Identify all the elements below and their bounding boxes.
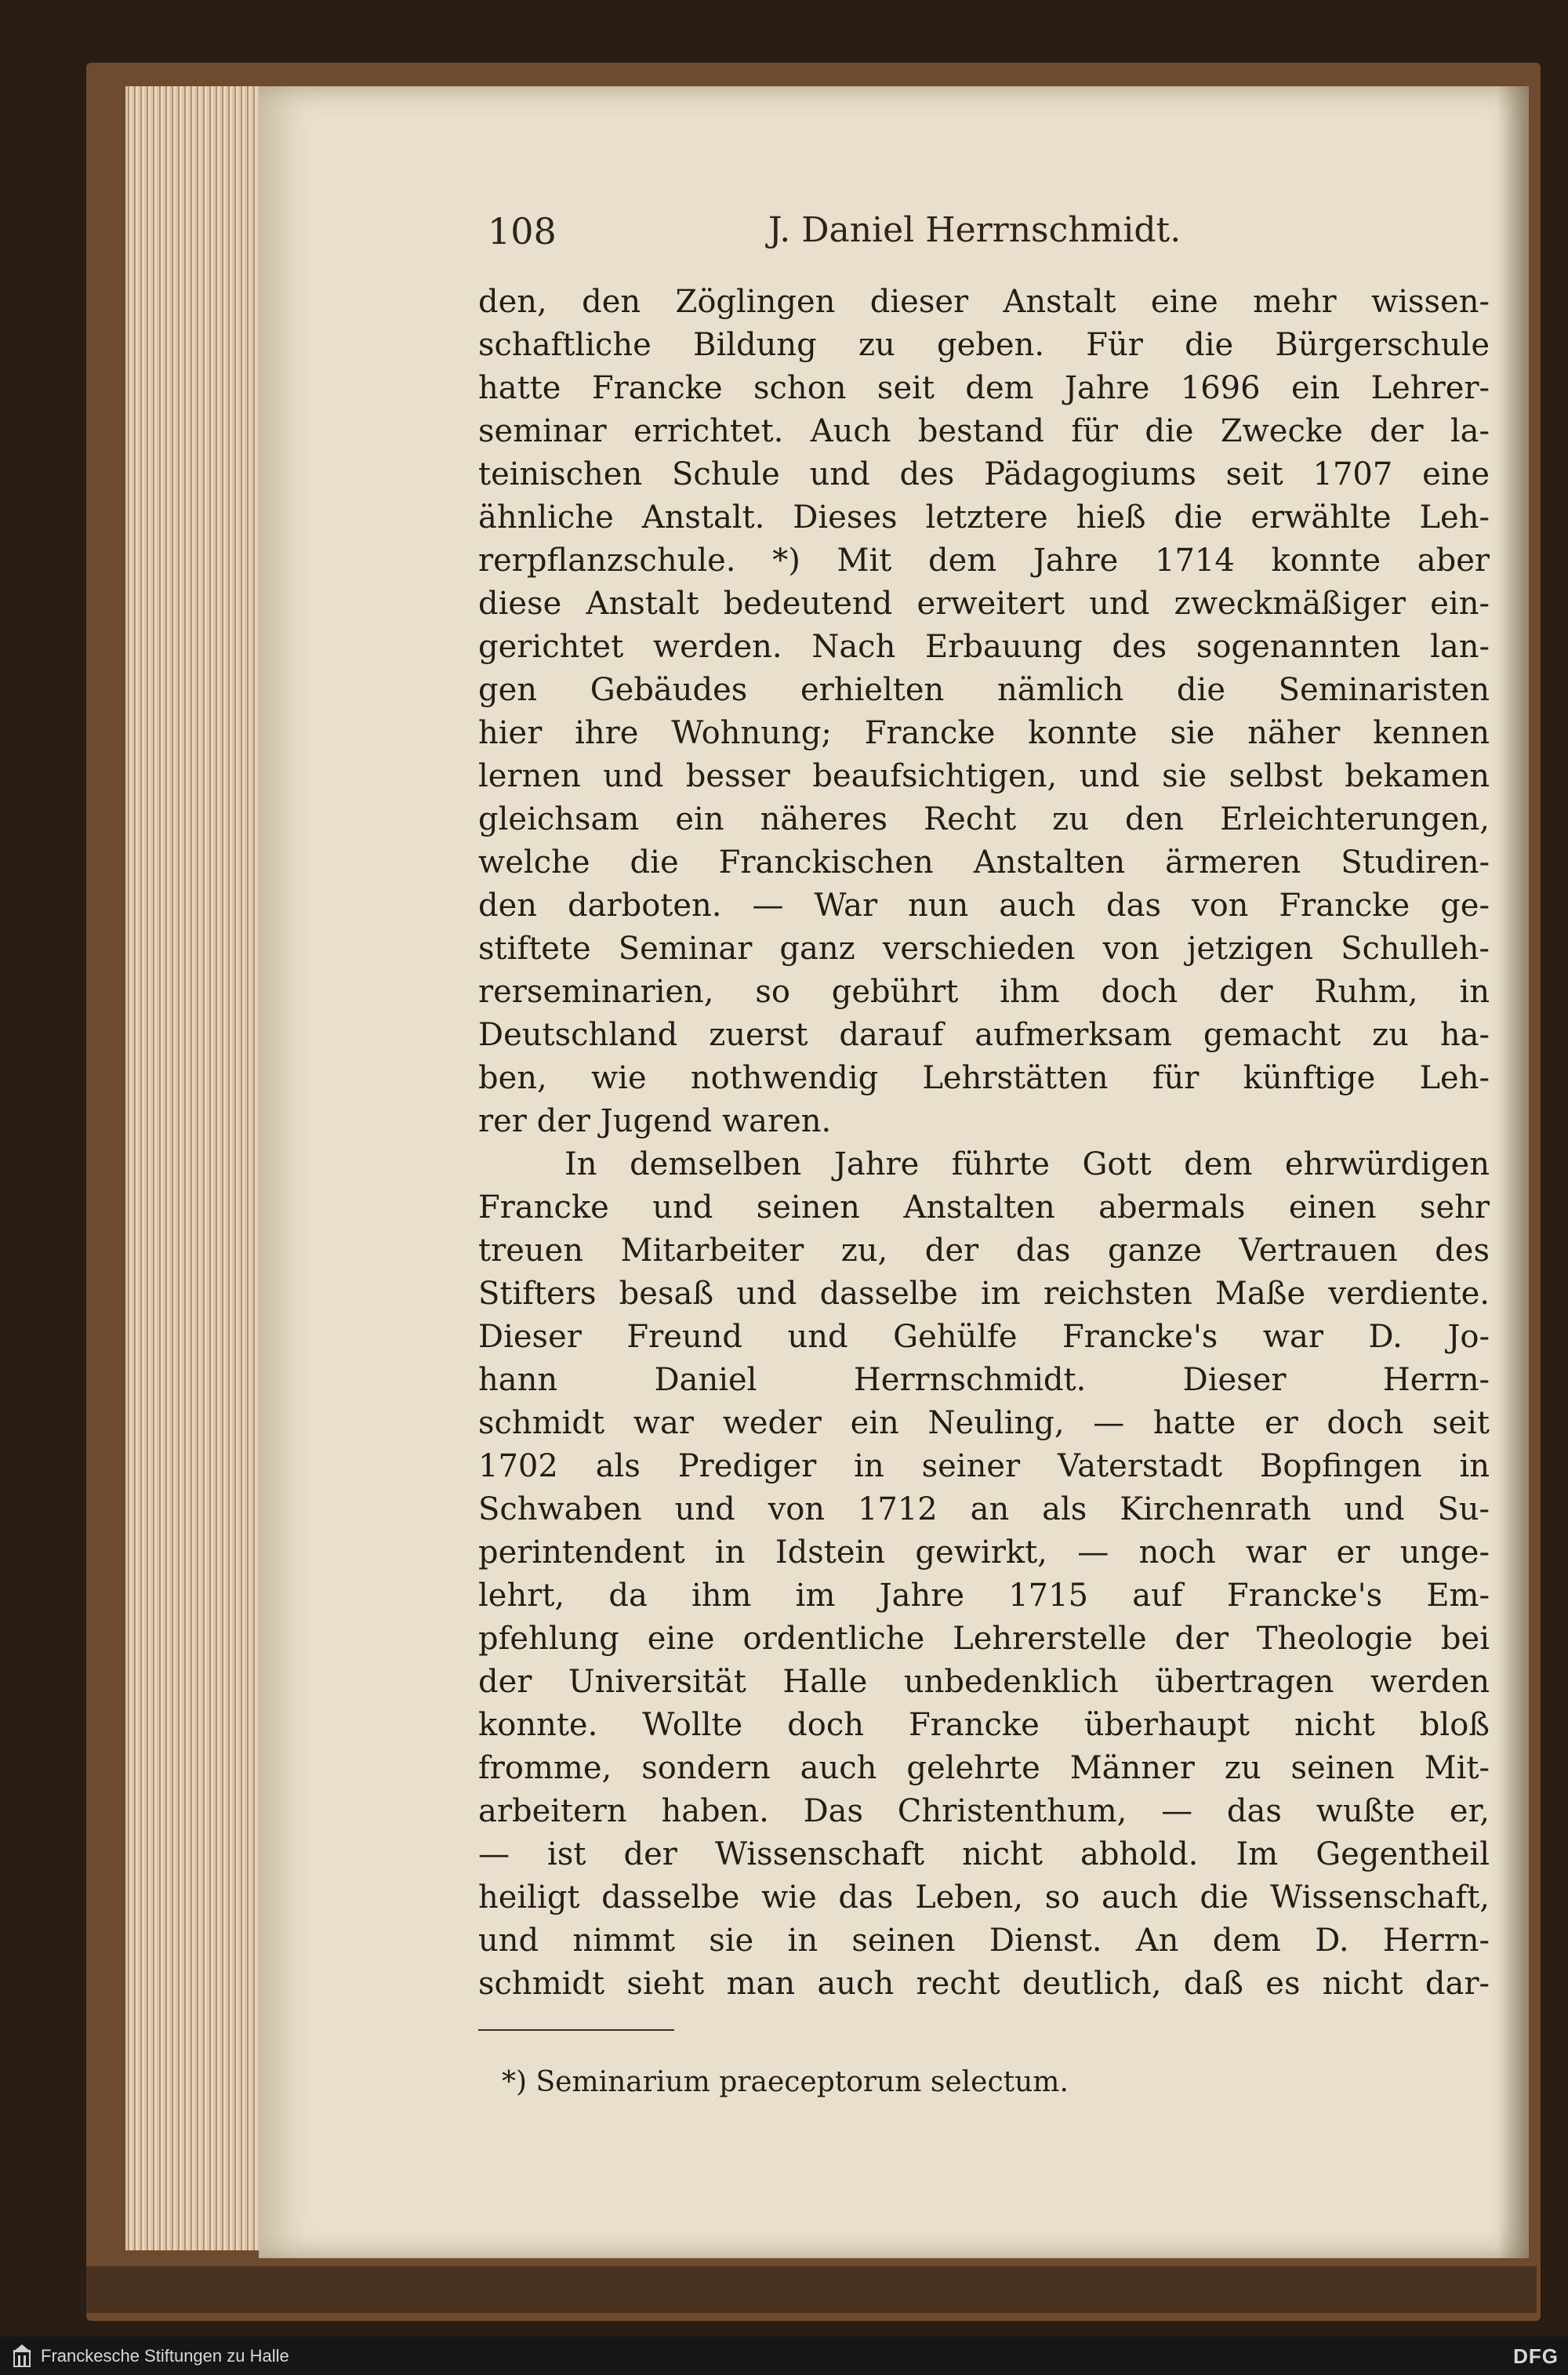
footnote: *) Seminarium praeceptorum selectum. — [502, 2066, 1069, 2098]
text-line: Dieser Freund und Gehülfe Francke's war D. Jo- — [478, 1319, 1490, 1355]
page-gutter — [1497, 86, 1529, 2258]
text-line: diese Anstalt bedeutend erweitert und zweckmäßiger ein- — [478, 586, 1490, 622]
text-line: lernen und besser beaufsichtigen, und sie selbst bekamen — [478, 758, 1490, 794]
institution-logo-icon — [11, 2343, 33, 2370]
text-line: treuen Mitarbeiter zu, der das ganze Vertrauen des — [478, 1233, 1490, 1269]
body-text — [478, 281, 1490, 2006]
text-line: fromme, sondern auch gelehrte Männer zu seinen Mit- — [478, 1750, 1490, 1786]
page-edges — [125, 86, 259, 2250]
text-line: seminar errichtet. Auch bestand für die Zwecke der la- — [478, 413, 1490, 449]
text-line: hier ihre Wohnung; Francke konnte sie näher kennen — [478, 715, 1490, 751]
text-line: teinischen Schule und des Pädagogiums seit 1707 eine — [478, 456, 1490, 492]
text-line: rerpflanzschule. *) Mit dem Jahre 1714 konnte aber — [478, 543, 1490, 579]
text-line: der Universität Halle unbedenklich übertragen werden — [478, 1664, 1490, 1700]
text-line: hann Daniel Herrnschmidt. Dieser Herrn- — [478, 1362, 1490, 1398]
text-line: heiligt dasselbe wie das Leben, so auch die Wissenschaft, — [478, 1879, 1490, 1916]
dfg-logo: DFG — [1513, 2344, 1559, 2368]
text-line: konnte. Wollte doch Francke überhaupt nicht bloß — [478, 1707, 1490, 1743]
text-line: den, den Zöglingen dieser Anstalt eine mehr wissen- — [478, 284, 1490, 320]
text-line: Stifters besaß und dasselbe im reichsten Maße verdiente. — [478, 1276, 1490, 1312]
text-line: Deutschland zuerst darauf aufmerksam gemacht zu ha- — [478, 1017, 1490, 1053]
book-page — [259, 86, 1529, 2258]
text-line: schmidt war weder ein Neuling, — hatte er doch seit — [478, 1405, 1490, 1441]
text-line: Francke und seinen Anstalten abermals einen sehr — [478, 1189, 1490, 1226]
text-line: gen Gebäudes erhielten nämlich die Seminaristen — [478, 672, 1490, 708]
text-line: In demselben Jahre führte Gott dem ehrwürdigen — [564, 1146, 1490, 1182]
text-line: und nimmt sie in seinen Dienst. An dem D. Herrn- — [478, 1923, 1490, 1959]
text-line: schaftliche Bildung zu geben. Für die Bürgerschule — [478, 327, 1490, 363]
text-line: gerichtet werden. Nach Erbauung des sogenannten lan- — [478, 629, 1490, 665]
page-number: 108 — [488, 210, 557, 252]
text-line: stiftete Seminar ganz verschieden von jetzigen Schulleh- — [478, 931, 1490, 967]
text-line: pfehlung eine ordentliche Lehrerstelle der Theologie bei — [478, 1621, 1490, 1657]
text-line: perintendent in Idstein gewirkt, — noch war er unge- — [478, 1534, 1490, 1571]
text-line: Schwaben und von 1712 an als Kirchenrath und Su- — [478, 1491, 1490, 1527]
text-line: den darboten. — War nun auch das von Francke ge- — [478, 888, 1490, 924]
text-line: arbeitern haben. Das Christenthum, — das wußte er, — [478, 1793, 1490, 1829]
text-line: gleichsam ein näheres Recht zu den Erleichterungen, — [478, 801, 1490, 837]
text-line: — ist der Wissenschaft nicht abhold. Im Gegentheil — [478, 1836, 1490, 1872]
text-line: ben, wie nothwendig Lehrstätten für künftige Leh- — [478, 1060, 1490, 1096]
book-cover-bottom — [86, 2266, 1537, 2313]
text-line: hatte Francke schon seit dem Jahre 1696 ein Lehrer- — [478, 370, 1490, 406]
text-line: rerseminarien, so gebührt ihm doch der Ruhm, in — [478, 974, 1490, 1010]
footnote-rule — [478, 2029, 674, 2031]
institution-credit: Franckesche Stiftungen zu Halle — [41, 2346, 289, 2366]
text-line: schmidt sieht man auch recht deutlich, daß es nicht dar- — [478, 1966, 1490, 2002]
text-line: rer der Jugend waren. — [478, 1103, 832, 1139]
running-head: J. Daniel Herrnschmidt. — [768, 210, 1181, 250]
text-line: lehrt, da ihm im Jahre 1715 auf Francke's Em- — [478, 1578, 1490, 1614]
text-line: ähnliche Anstalt. Dieses letztere hieß die erwählte Leh- — [478, 499, 1490, 536]
text-line: 1702 als Prediger in seiner Vaterstadt Bopfingen in — [478, 1448, 1490, 1484]
text-line: welche die Franckischen Anstalten ärmeren Studiren- — [478, 844, 1490, 881]
